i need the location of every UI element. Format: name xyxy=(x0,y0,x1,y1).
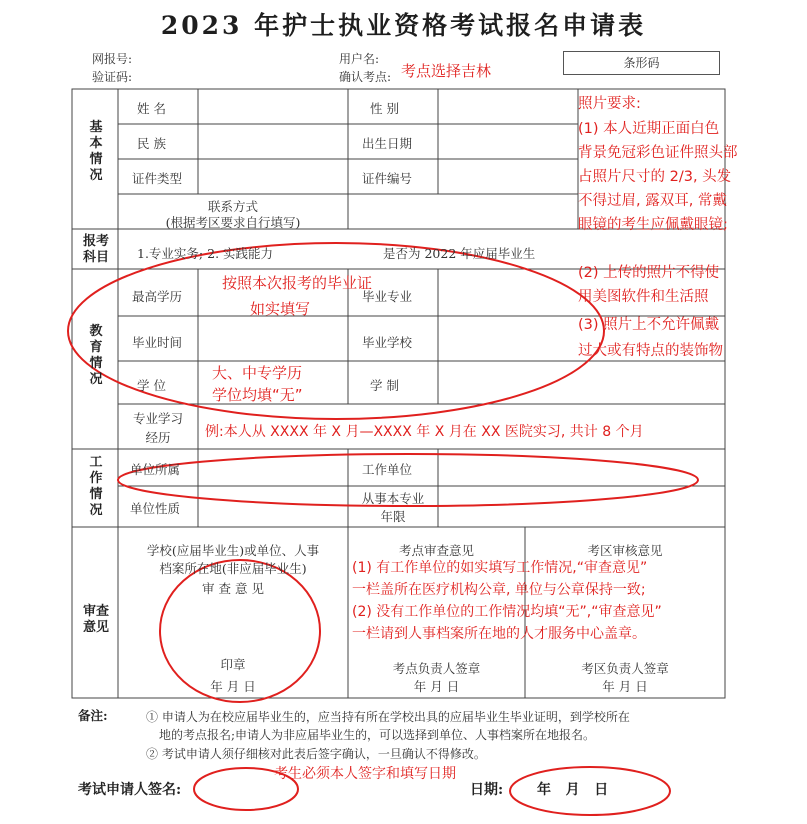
years-label-2: 年限 xyxy=(380,509,406,524)
site-sign-label: 考点负责人签章 xyxy=(392,661,481,676)
exp-label: 专业学习 xyxy=(132,411,183,426)
notes-label: 备注: xyxy=(78,708,108,723)
review-note2-line2: 一栏请到人事档案所在地的人才服务中心盖章。 xyxy=(352,626,646,642)
net-no-label: 网报号: xyxy=(92,52,133,66)
seal-date: 年 月 日 xyxy=(210,679,256,694)
note2: ② 考试申请人须仔细核对此表后签字确认，一旦确认不得修改。 xyxy=(146,747,486,761)
review-note1-line1: (1) 有工作单位的如实填写工作情况,“审查意见” xyxy=(352,560,648,576)
exam-site-note: 考点选择吉林 xyxy=(401,62,492,80)
xuezhi-label: 学 制 xyxy=(370,378,399,393)
photo-requirement-line: (2) 上传的照片不得使 xyxy=(578,265,720,281)
note1-line2: 地的考点报名;申请人为非应届毕业生的，可以选择到单位、人事档案所在地报名。 xyxy=(159,728,596,742)
photo-requirement-line: 眼镜的考生应佩戴眼镜; xyxy=(578,217,728,233)
school-review-line2: 档案所在地(非应届毕业生) xyxy=(159,561,307,576)
graduate-question: 是否为 2022 年应届毕业生 xyxy=(383,246,536,261)
edu-note-line1: 按照本次报考的毕业证 xyxy=(222,274,373,292)
date-value: 年 月 日 xyxy=(537,782,609,798)
photo-requirement-line: 背景免冠彩色证件照头部 xyxy=(578,145,738,161)
exam-site-label: 确认考点: xyxy=(339,70,392,84)
photo-requirement-line: 不得过眉, 露双耳, 常戴 xyxy=(578,193,727,209)
photo-requirement-title: 照片要求: xyxy=(578,96,641,112)
xuewei-label: 学 位 xyxy=(137,378,166,393)
id-type-label: 证件类型 xyxy=(132,171,183,186)
contact-note: (根据考区要求自行填写) xyxy=(165,215,301,230)
photo-requirement-line: 过大或有特点的装饰物 xyxy=(578,343,723,359)
date-label: 日期: xyxy=(470,782,504,798)
unit-label: 工作单位 xyxy=(362,462,413,477)
district-sign-label: 考区负责人签章 xyxy=(581,661,669,676)
site-sign-date: 年 月 日 xyxy=(413,679,460,694)
contact-label: 联系方式 xyxy=(207,199,258,214)
sign-note: 考生必须本人签字和填写日期 xyxy=(274,766,456,782)
photo-requirement-line: 占照片尺寸的 2/3, 头发 xyxy=(578,169,732,185)
site-review-title: 考点审查意见 xyxy=(398,543,474,558)
exp-label-2: 经历 xyxy=(145,430,171,445)
school-label: 毕业学校 xyxy=(362,335,413,350)
applicant-sign-label: 考试申请人签名: xyxy=(78,782,182,798)
verify-code-label: 验证码: xyxy=(92,70,133,84)
nature-label: 单位性质 xyxy=(130,501,181,516)
subject-options: 1.专业实务; 2. 实践能力 xyxy=(137,246,274,261)
school-review-line1: 学校(应届毕业生)或单位、人事 xyxy=(146,543,320,558)
photo-requirement-line: (3) 照片上不允许佩戴 xyxy=(578,317,720,333)
degree-label: 最高学历 xyxy=(132,289,183,304)
degree-note-line1: 大、中专学历 xyxy=(212,364,303,382)
photo-requirement-line: 用美图软件和生活照 xyxy=(578,289,709,305)
id-no-label: 证件编号 xyxy=(362,171,413,186)
review-note2-line1: (2) 没有工作单位的工作情况均填“无”,“审查意见” xyxy=(352,604,662,620)
major-label: 毕业专业 xyxy=(362,289,413,304)
photo-requirement-line: (1) 本人近期正面白色 xyxy=(578,121,720,137)
note1-line1: ① 申请人为在校应届毕业生的，应当持有所在学校出具的应届毕业生毕业证明，到学校所在 xyxy=(146,710,630,724)
page-title: 2023 年护士执业资格考试报名申请表 xyxy=(160,11,647,40)
barcode-box: 条形码 xyxy=(563,51,720,75)
review-note1-line2: 一栏盖所在医疗机构公章, 单位与公章保持一致; xyxy=(352,582,646,598)
ethnicity-label: 民 族 xyxy=(137,136,166,151)
section-basic: 基 本 情 况 xyxy=(89,120,103,183)
section-subject: 报考 科目 xyxy=(82,234,109,265)
grad-time-label: 毕业时间 xyxy=(132,335,183,350)
degree-note-line2: 学位均填“无” xyxy=(212,386,303,404)
affil-label: 单位所属 xyxy=(130,462,181,477)
section-education: 教 育 情 况 xyxy=(89,324,103,387)
birth-label: 出生日期 xyxy=(362,136,413,151)
section-review: 审查 意见 xyxy=(82,604,109,635)
seal-label: 印章 xyxy=(220,657,246,672)
district-review-title: 考区审核意见 xyxy=(587,543,663,558)
section-work: 工 作 情 况 xyxy=(89,455,103,518)
name-label: 姓 名 xyxy=(137,101,166,116)
gender-label: 性 别 xyxy=(370,101,399,116)
username-label: 用户名: xyxy=(339,52,380,66)
district-sign-date: 年 月 日 xyxy=(602,679,648,694)
experience-example: 例:本人从 XXXX 年 X 月—XXXX 年 X 月在 XX 医院实习, 共计 8 个月 xyxy=(205,424,644,440)
edu-note-line2: 如实填写 xyxy=(250,300,311,318)
years-label: 从事本专业 xyxy=(361,491,425,506)
school-review-line3: 审 查 意 见 xyxy=(202,581,264,596)
